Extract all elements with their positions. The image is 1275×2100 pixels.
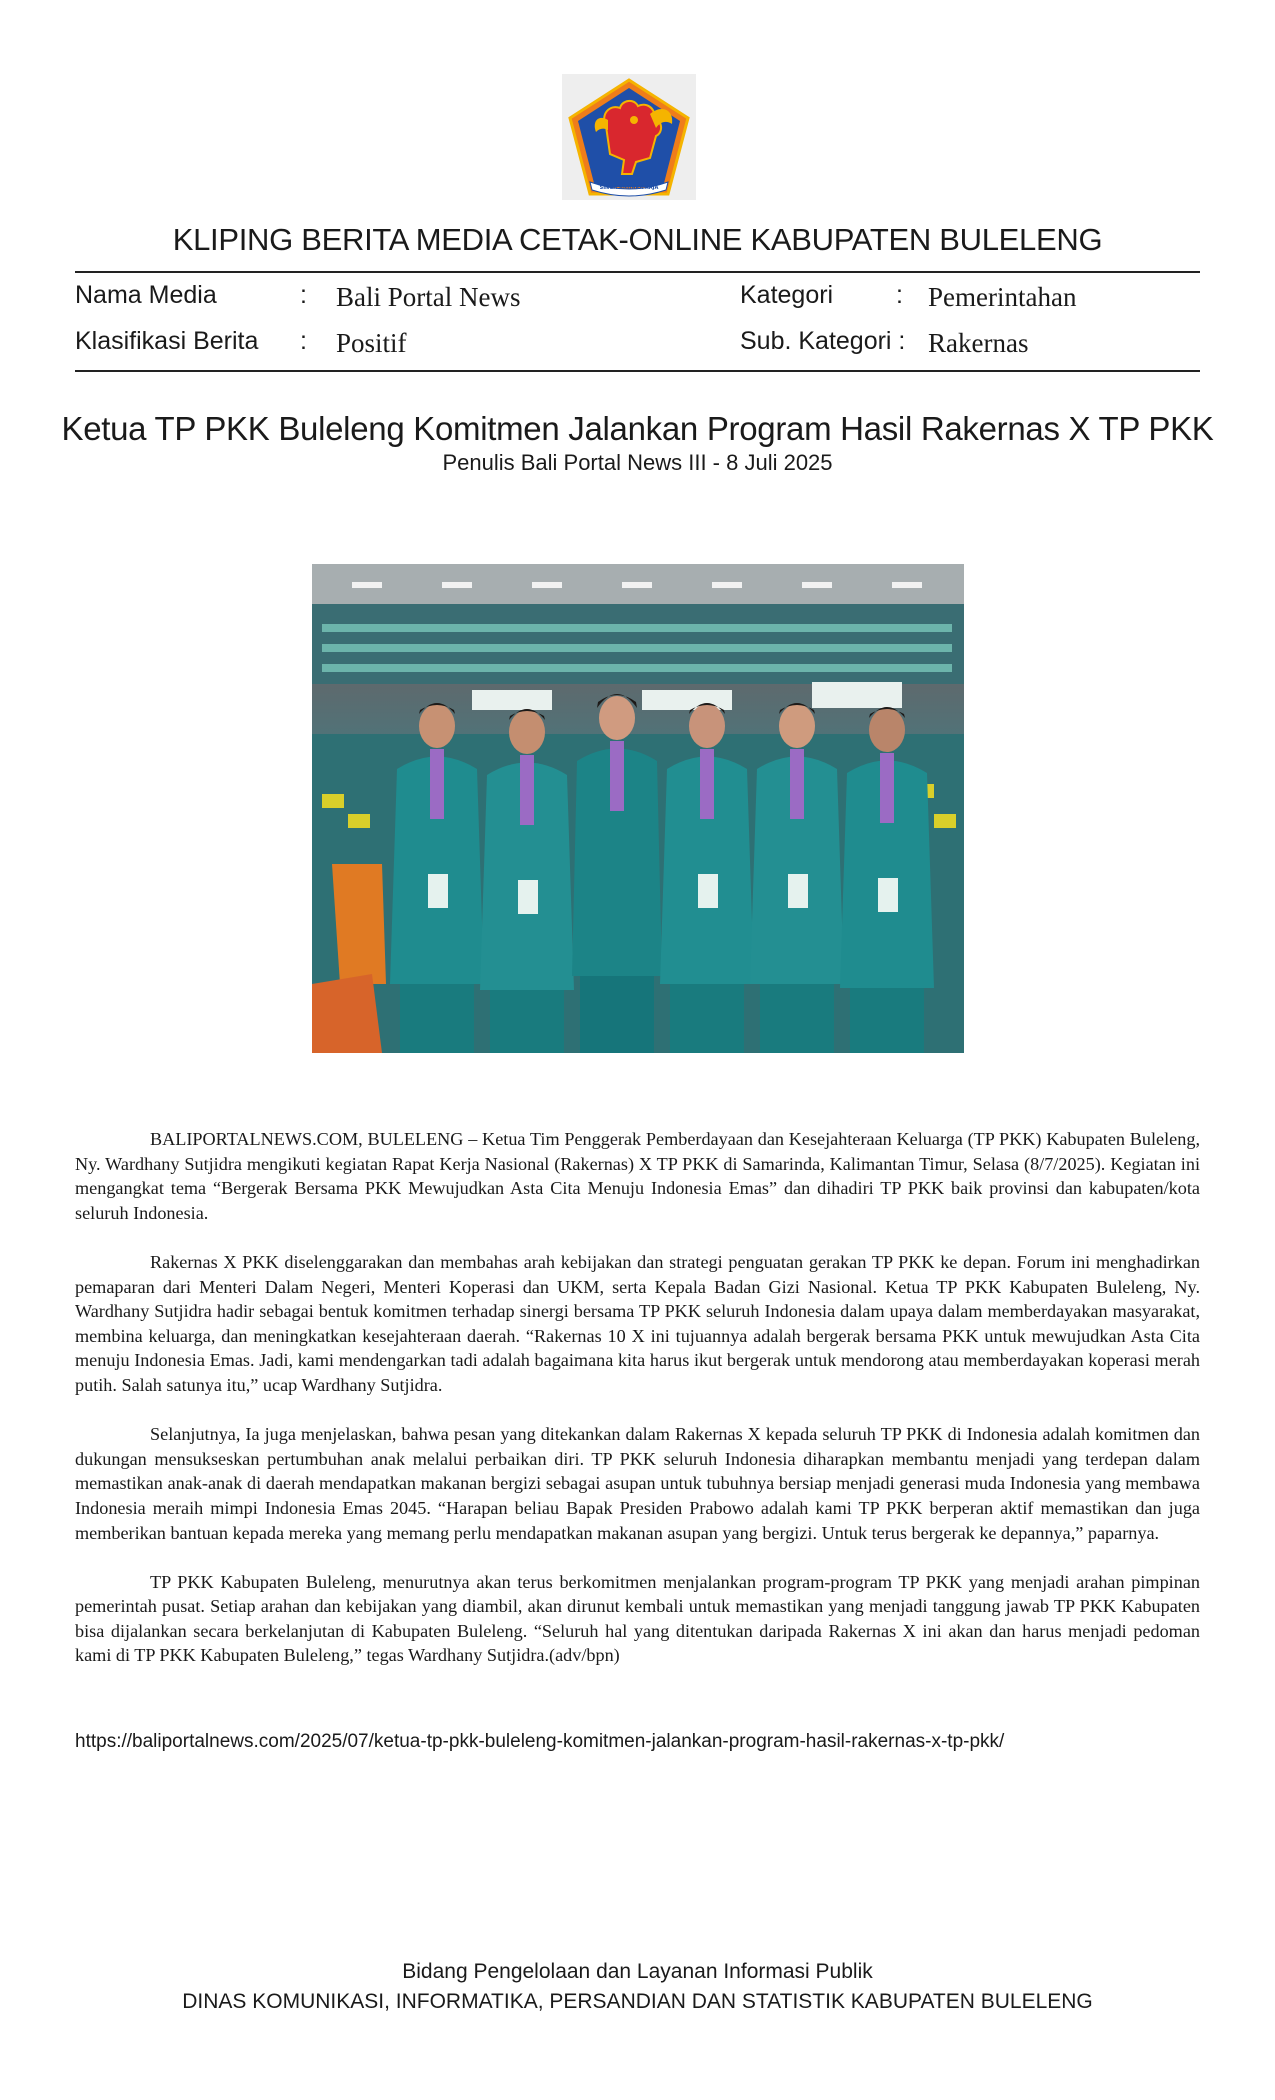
regency-logo: [562, 74, 696, 200]
article-byline: Penulis Bali Portal News III - 8 Juli 2025: [442, 450, 833, 475]
footer-line-2: DINAS KOMUNIKASI, INFORMATIKA, PERSANDIAN DAN STATISTIK KABUPATEN BULELENG: [182, 1990, 1093, 2013]
article-paragraph-4: TP PKK Kabupaten Buleleng, menurutnya akan terus berkomitmen menjalankan program-program TP PKK yang menjadi arahan pimpinan pemerintah pusat. Setiap arahan dan kebijakan yang diambil, akan dirunut kembali untuk memastikan yang menjadi tanggung jawab TP PKK Kabupaten bisa dijalankan secara berkelanjutan di Kabupaten Buleleng. “Seluruh hal yang ditentukan daripada Rakernas X ini akan dan harus menjadi pedoman kami di TP PKK Kabupaten Buleleng,” tegas Wardhany Sutjidra.(adv/bpn): [75, 1571, 1200, 1666]
article-paragraph-1: BALIPORTALNEWS.COM, BULELENG – Ketua Tim Penggerak Pemberdayaan dan Kesejahteraan Keluarga (TP PKK) Kabupaten Buleleng, Ny. Wardhany Sutjidra mengikuti kegiatan Rapat Kerja Nasional (Rakernas) X TP PKK di Samarinda, Kalimantan Timur, Selasa (8/7/2025). Kegiatan ini mengangkat tema “Bergerak Bersama PKK Mewujudkan Asta Cita Menuju Indonesia Emas” dan dihadiri TP PKK baik provinsi dan kabupaten/kota seluruh Indonesia.: [75, 1129, 1200, 1223]
kategori-label: Kategori: [740, 281, 834, 309]
kategori-value: Pemerintahan: [928, 282, 1077, 312]
document-title: KLIPING BERITA MEDIA CETAK-ONLINE KABUPATEN BULELENG: [172, 222, 1103, 257]
klasifikasi-value: Positif: [336, 328, 407, 358]
article-paragraph-3: Selanjutnya, Ia juga menjelaskan, bahwa pesan yang ditekankan dalam Rakernas X kepada seluruh TP PKK di Indonesia adalah komitmen dan dukungan mensukseskan pertumbuhan anak melalui perbaikan diri. TP PKK seluruh Indonesia diharapkan membantu menjadi yang terdepan dalam memastikan anak-anak di daerah mendapatkan makanan bergizi sebagai asupan untuk tubuhnya bersiap menjadi generasi muda Indonesia yang membawa Indonesia meraih mimpi Indonesia Emas 2045. “Harapan beliau Bapak Presiden Prabowo adalah kami TP PKK berperan aktif memastikan dan juga memberikan bantuan kepada mereka yang memang perlu mendapatkan makanan asupan yang bergizi. Untuk terus bergerak ke depannya,” paparnya.: [75, 1424, 1200, 1543]
footer-line-1: Bidang Pengelolaan dan Layanan Informasi Publik: [402, 1960, 873, 1983]
article-body: [75, 1127, 1200, 1693]
nama-media-label: Nama Media: [75, 281, 217, 309]
kategori-colon: :: [896, 281, 903, 309]
svg-text:SINGA AMBARA RAJA: SINGA AMBARA RAJA: [599, 185, 659, 191]
nama-media-value: Bali Portal News: [336, 282, 521, 312]
header-bottom-divider: [75, 370, 1200, 372]
article-paragraph-2: Rakernas X PKK diselenggarakan dan membahas arah kebijakan dan strategi penguatan gerakan TP PKK ke depan. Forum ini menghadirkan pemaparan dari Menteri Dalam Negeri, Menteri Koperasi dan UKM, serta Kepala Badan Gizi Nasional. Ketua TP PKK Kabupaten Buleleng, Ny. Wardhany Sutjidra hadir sebagai bentuk komitmen terhadap sinergi bersama TP PKK seluruh Indonesia dalam upaya dalam memberdayakan masyarakat, membina keluarga, dan meningkatkan kesejahteraan daerah. “Rakernas 10 X ini tujuannya adalah bergerak bersama PKK untuk mewujudkan Asta Cita menuju Indonesia Emas. Jadi, kami mendengarkan tadi adalah bagaimana kita harus ikut bergerak untuk mendorong atau memberdayakan koperasi merah putih. Salah satunya itu,” ucap Wardhany Sutjidra.: [75, 1251, 1200, 1395]
article-headline: Ketua TP PKK Buleleng Komitmen Jalankan Program Hasil Rakernas X TP PKK: [61, 410, 1214, 447]
article-photo: [312, 564, 964, 1053]
source-url: https://baliportalnews.com/2025/07/ketua-tp-pkk-buleleng-komitmen-jalankan-program-hasil-rakernas-x-tp-pkk/: [75, 1731, 1005, 1752]
sub-kategori-label: Sub. Kategori :: [740, 327, 906, 355]
nama-media-colon: :: [300, 281, 307, 309]
sub-kategori-value: Rakernas: [928, 328, 1029, 358]
header-top-divider: [75, 271, 1200, 273]
klasifikasi-colon: :: [300, 327, 307, 355]
klasifikasi-label: Klasifikasi Berita: [75, 327, 259, 355]
